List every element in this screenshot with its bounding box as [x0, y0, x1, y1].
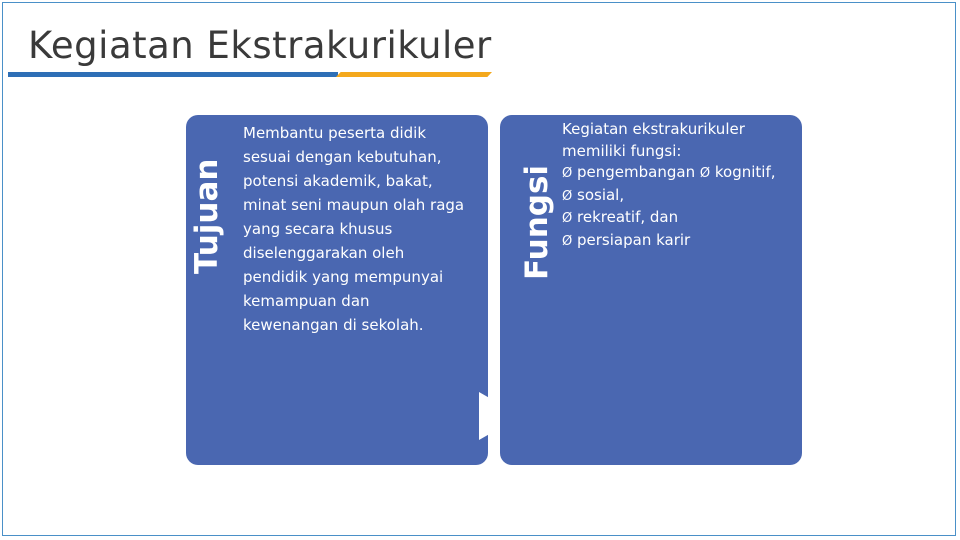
slide-title: Kegiatan Ekstrakurikuler: [28, 24, 492, 67]
fungsi-item-line: [562, 162, 797, 185]
title-underline-orange: [336, 72, 492, 77]
fungsi-text: [562, 119, 797, 252]
fungsi-intro-line-1: Kegiatan ekstrakurikuler: [562, 120, 745, 138]
fungsi-heading: Fungsi: [519, 164, 555, 280]
bullet-icon: Ø: [562, 166, 573, 181]
tujuan-text: Membantu peserta didik sesuai dengan kebutuhan, potensi akademik, bakat, minat seni maupun olah raga yang secara khusus diselenggarakan oleh pendidik yang mempunyai kemampuan dan kewenangan di sekolah.: [243, 124, 465, 334]
fungsi-item-line: [562, 230, 797, 253]
bullet-icon: Ø: [562, 211, 573, 226]
fungsi-intro-line-2: memiliki fungsi:: [562, 141, 682, 160]
fungsi-item-line: [562, 207, 797, 230]
tujuan-heading: Tujuan: [189, 158, 225, 274]
bullet-icon: Ø: [699, 166, 711, 181]
fungsi-item: rekreatif, dan: [577, 208, 679, 226]
bullet-icon: Ø: [562, 233, 573, 249]
fungsi-item: sosial,: [577, 185, 625, 204]
fungsi-item: kognitif,: [714, 163, 776, 181]
bullet-icon: Ø: [562, 188, 573, 204]
fungsi-item: persiapan karir: [577, 230, 691, 249]
title-underline-blue: [8, 72, 338, 77]
fungsi-item-line: [562, 185, 797, 208]
fungsi-item: pengembangan: [577, 163, 696, 181]
